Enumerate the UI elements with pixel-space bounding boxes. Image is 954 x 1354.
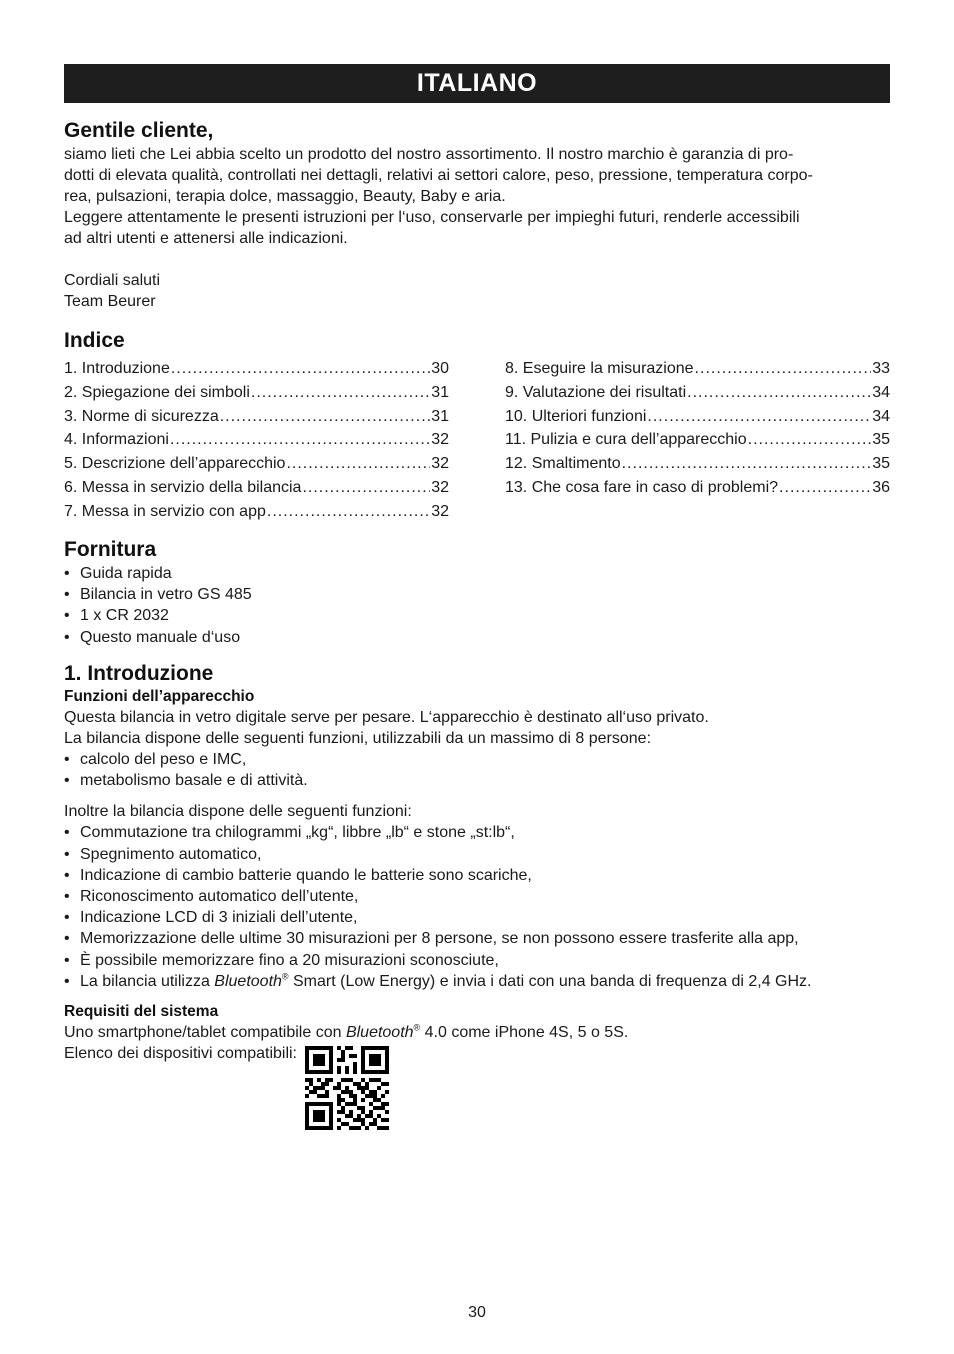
greeting-signature: Team Beurer <box>64 293 156 310</box>
toc-leader-dots <box>779 476 871 500</box>
req-pre: Uno smartphone/tablet compatibile con <box>64 1024 346 1042</box>
toc-column-right <box>505 357 890 524</box>
toc-label: 5. Descrizione dell’apparecchio <box>64 455 286 473</box>
toc-entry[interactable] <box>505 381 890 405</box>
toc-page: 35 <box>872 455 890 473</box>
toc-leader-dots <box>286 452 430 476</box>
greeting-line-2: dotti di elevata qualità, controllati nei dettagli, relativi ai settori calore, peso, pressione, temperatura corpo- <box>64 167 813 184</box>
toc-page: 31 <box>431 383 449 401</box>
bluetooth-word: Bluetooth <box>214 972 282 990</box>
toc-column-left <box>64 357 449 524</box>
list-item: • Bilancia in vetro GS 485 <box>64 584 890 605</box>
toc-page: 34 <box>872 383 890 401</box>
greeting-line-5: ad altri utenti e attenersi alle indicazioni. <box>64 230 348 247</box>
bluetooth-word: Bluetooth <box>345 1024 414 1042</box>
toc-leader-dots <box>220 405 430 429</box>
toc-label: 3. Norme di sicurezza <box>64 407 219 425</box>
introduction-title: 1. Introduzione <box>64 662 214 685</box>
basic-functions-list <box>64 749 890 791</box>
greeting-closing: Cordiali saluti <box>64 272 161 289</box>
page-number: 30 <box>468 1304 486 1321</box>
toc-label: 1. Introduzione <box>64 360 170 377</box>
compatible-devices-row <box>64 1043 890 1130</box>
supply-section <box>64 537 890 648</box>
list-item: • Riconoscimento automatico dell’utente, <box>64 886 890 907</box>
table-of-contents <box>64 357 890 524</box>
supply-title: Fornitura <box>64 538 157 561</box>
registered-mark: ® <box>413 1022 421 1033</box>
toc-label: 13. Che cosa fare in caso di problemi? <box>505 478 779 496</box>
toc-leader-dots <box>748 428 872 452</box>
list-item: • Indicazione LCD di 3 iniziali dell’utente, <box>64 907 890 928</box>
supply-list <box>64 563 890 648</box>
toc-page: 33 <box>872 360 890 377</box>
functions-subtitle: Funzioni dell’apparecchio <box>64 688 255 705</box>
qr-code-icon[interactable] <box>305 1046 389 1130</box>
toc-label: 8. Eseguire la misurazione <box>505 360 694 377</box>
index-section <box>64 328 890 524</box>
bt-item-pre: La bilancia utilizza <box>80 972 215 990</box>
toc-entry[interactable] <box>64 452 449 476</box>
greeting-title: Gentile cliente, <box>64 119 214 142</box>
toc-page: 32 <box>431 478 449 496</box>
toc-label: 4. Informazioni <box>64 431 169 449</box>
manual-page <box>64 64 890 1063</box>
list-item: • calcolo del peso e IMC, <box>64 749 890 770</box>
toc-page: 36 <box>872 478 890 496</box>
intro-paragraph-1: Questa bilancia in vetro digitale serve per pesare. L‘apparecchio è destinato all‘uso privato. <box>64 709 709 726</box>
toc-entry[interactable] <box>505 476 890 500</box>
introduction-section <box>64 661 890 1130</box>
bt-item-post: Smart (Low Energy) e invia i dati con una banda di frequenza di 2,4 GHz. <box>288 972 812 990</box>
greeting-line-1: siamo lieti che Lei abbia scelto un prodotto del nostro assortimento. Il nostro marchio è garanzia di pro- <box>64 146 794 163</box>
language-header-bar: ITALIANO <box>64 64 890 103</box>
toc-entry[interactable] <box>505 405 890 429</box>
toc-leader-dots <box>251 381 430 405</box>
toc-entry[interactable] <box>64 357 449 381</box>
greeting-line-3: rea, pulsazioni, terapia dolce, massaggio, Beauty, Baby e aria. <box>64 188 506 205</box>
list-item: • Questo manuale d‘uso <box>64 627 890 648</box>
toc-label: 7. Messa in servizio con app <box>64 502 266 520</box>
toc-leader-dots <box>622 452 872 476</box>
toc-entry[interactable] <box>64 500 449 524</box>
list-item: • Indicazione di cambio batterie quando le batterie sono scariche, <box>64 865 890 886</box>
devices-label: Elenco dei dispositivi compatibili: <box>64 1045 297 1063</box>
toc-leader-dots <box>302 476 430 500</box>
toc-entry[interactable] <box>505 357 890 381</box>
toc-page: 35 <box>872 431 890 449</box>
toc-label: 6. Messa in servizio della bilancia <box>64 478 302 496</box>
toc-label: 2. Spiegazione dei simboli <box>64 383 250 401</box>
toc-page: 32 <box>431 455 449 473</box>
index-title: Indice <box>64 329 125 352</box>
greeting-line-4: Leggere attentamente le presenti istruzioni per l‘uso, conservarle per impieghi futuri, renderle accessibili <box>64 209 800 226</box>
toc-page: 34 <box>872 407 890 425</box>
toc-leader-dots <box>171 357 430 381</box>
toc-page: 31 <box>431 407 449 425</box>
toc-entry[interactable] <box>505 428 890 452</box>
registered-mark: ® <box>281 971 289 982</box>
toc-label: 10. Ulteriori funzioni <box>505 407 647 425</box>
toc-leader-dots <box>695 357 872 381</box>
list-item: • Guida rapida <box>64 563 890 584</box>
list-item: • 1 x CR 2032 <box>64 605 890 626</box>
intro-paragraph-2: La bilancia dispone delle seguenti funzioni, utilizzabili da un massimo di 8 persone: <box>64 730 652 747</box>
intro-paragraph-3: Inoltre la bilancia dispone delle seguenti funzioni: <box>64 803 412 821</box>
list-item: • Memorizzazione delle ultime 30 misurazioni per 8 persone, se non possono essere trasferite alla app, <box>64 928 890 949</box>
toc-leader-dots <box>170 428 430 452</box>
requirements-subtitle: Requisiti del sistema <box>64 1003 219 1021</box>
toc-label: 12. Smaltimento <box>505 455 621 473</box>
toc-entry[interactable] <box>64 428 449 452</box>
toc-label: 9. Valutazione dei risultati <box>505 383 687 401</box>
toc-entry[interactable] <box>64 405 449 429</box>
greeting-section <box>64 118 890 312</box>
list-item-bluetooth <box>64 971 890 992</box>
toc-page: 30 <box>431 360 449 377</box>
toc-label: 11. Pulizia e cura dell’apparecchio <box>505 431 747 449</box>
toc-leader-dots <box>687 381 871 405</box>
requirements-text <box>64 1022 890 1043</box>
toc-page: 32 <box>431 502 449 520</box>
list-item: • Commutazione tra chilogrammi „kg“, libbre „lb“ e stone „st:lb“, <box>64 822 890 843</box>
list-item: • Spegnimento automatico, <box>64 844 890 865</box>
req-post: 4.0 come iPhone 4S, 5 o 5S. <box>420 1024 629 1042</box>
toc-entry[interactable] <box>64 476 449 500</box>
toc-entry[interactable] <box>64 381 449 405</box>
toc-leader-dots <box>647 405 871 429</box>
list-item: • È possibile memorizzare fino a 20 misurazioni sconosciute, <box>64 950 890 971</box>
toc-leader-dots <box>267 500 430 524</box>
toc-page: 32 <box>431 431 449 449</box>
list-item: • metabolismo basale e di attività. <box>64 770 890 791</box>
toc-entry[interactable] <box>505 452 890 476</box>
extra-functions-list <box>64 822 890 992</box>
